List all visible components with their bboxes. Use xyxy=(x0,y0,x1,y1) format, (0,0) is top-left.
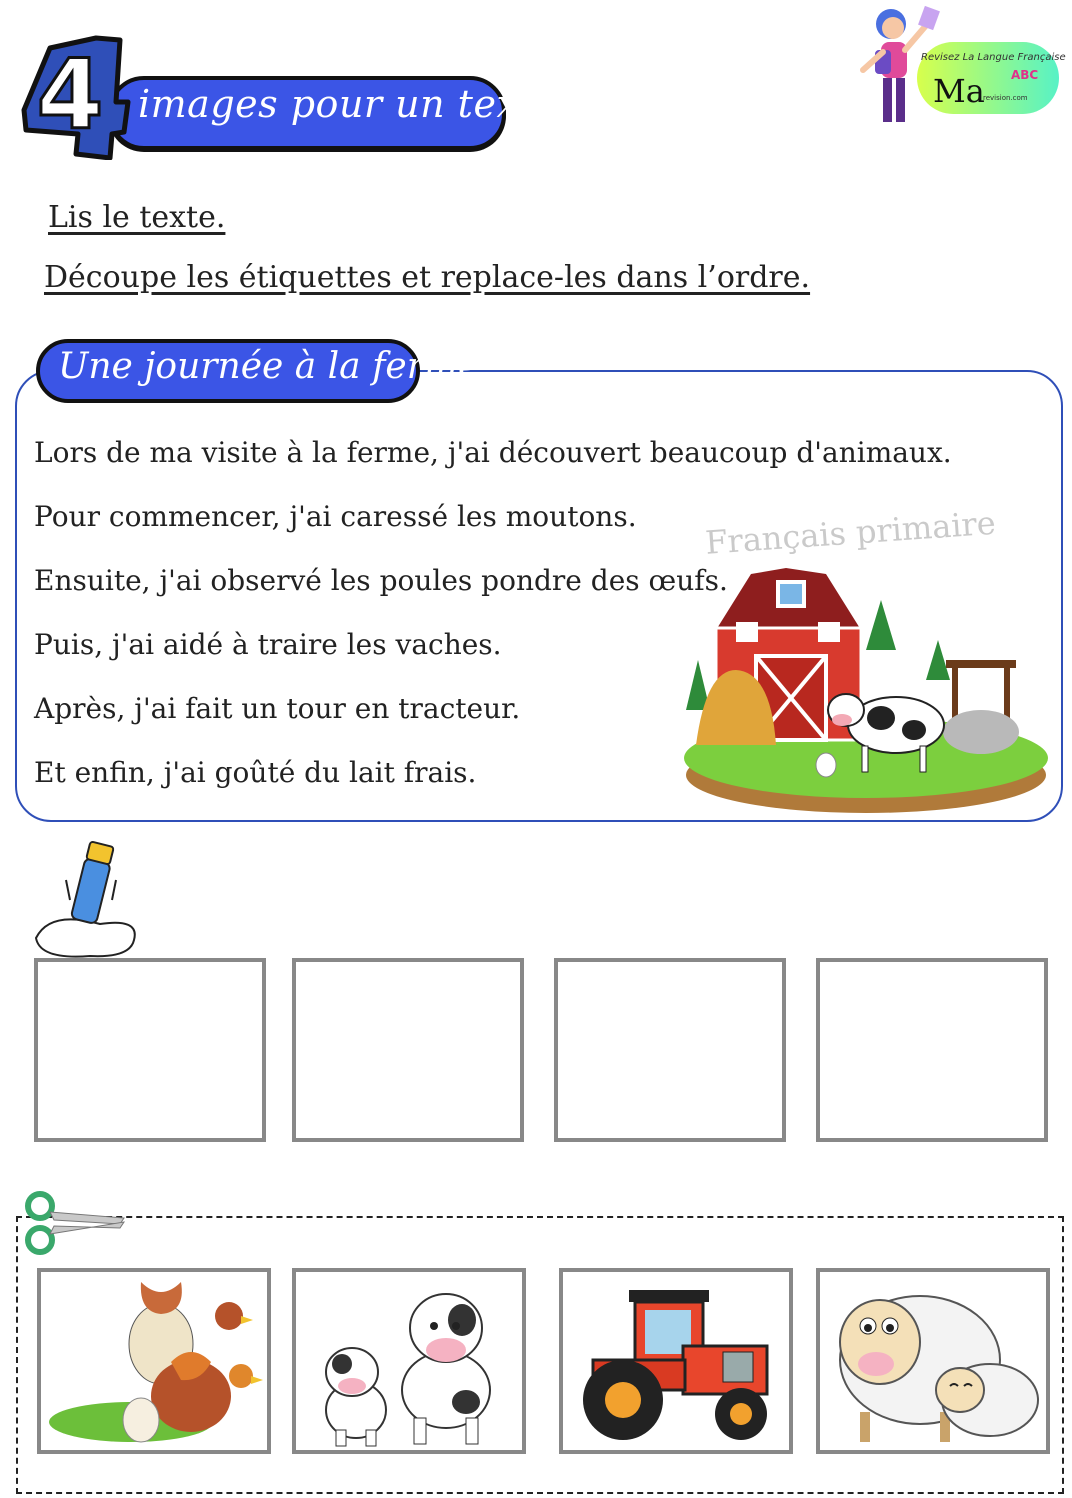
answer-box-1[interactable] xyxy=(34,958,266,1142)
watermark: Français primaire xyxy=(704,503,997,562)
glue-stick-icon xyxy=(30,840,140,960)
story-line: Et enfin, j'ai goûté du lait frais. xyxy=(34,756,477,789)
cows-icon xyxy=(296,1272,522,1450)
logo-abc: ABC xyxy=(1011,68,1039,82)
sheep-icon xyxy=(820,1272,1046,1450)
worksheet-header xyxy=(20,30,558,160)
story-line: Puis, j'ai aidé à traire les vaches. xyxy=(34,628,502,661)
story-title: Une journée à la ferme xyxy=(58,346,480,387)
brand-logo xyxy=(855,2,1067,134)
answer-box-4[interactable] xyxy=(816,958,1048,1142)
number-four-badge xyxy=(20,30,140,160)
scissors-icon xyxy=(20,1188,130,1258)
worksheet-title: images pour un texte xyxy=(138,82,558,126)
instruction-cut: Découpe les étiquettes et replace-les dans l’ordre. xyxy=(44,260,811,295)
cut-card-hens[interactable] xyxy=(37,1268,271,1454)
story-line: Ensuite, j'ai observé les poules pondre des œufs. xyxy=(34,564,728,597)
story-line: Après, j'ai fait un tour en tracteur. xyxy=(34,692,521,725)
hens-and-egg-icon xyxy=(41,1272,267,1450)
story-line: Lors de ma visite à la ferme, j'ai découvert beaucoup d'animaux. xyxy=(34,436,952,469)
cut-card-sheep[interactable] xyxy=(816,1268,1050,1454)
logo-tagline: Revisez La Langue Française xyxy=(921,52,1066,63)
answer-box-3[interactable] xyxy=(554,958,786,1142)
story-line: Pour commencer, j'ai caressé les moutons. xyxy=(34,500,637,533)
answer-box-2[interactable] xyxy=(292,958,524,1142)
tractor-icon xyxy=(563,1272,789,1450)
cut-card-cows[interactable] xyxy=(292,1268,526,1454)
cut-card-tractor[interactable] xyxy=(559,1268,793,1454)
badge-number: 4 xyxy=(36,39,104,151)
instruction-read: Lis le texte. xyxy=(48,200,226,235)
logo-brand: Ma xyxy=(933,72,985,110)
logo-site: revision.com xyxy=(983,94,1028,102)
farm-illustration xyxy=(676,560,1056,820)
